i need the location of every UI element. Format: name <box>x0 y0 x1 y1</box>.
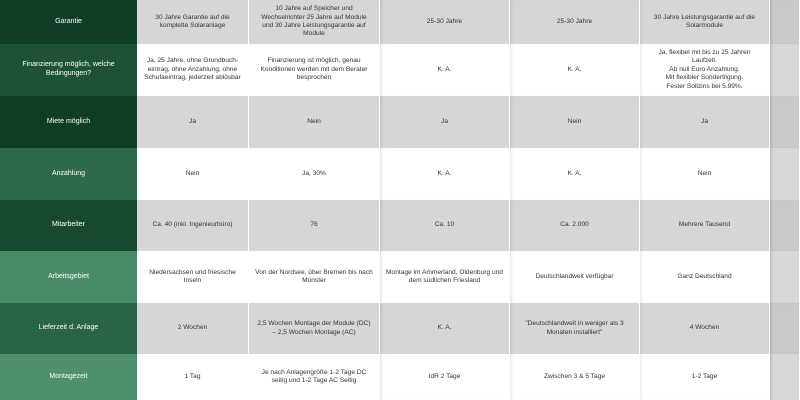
table-cell: Nein <box>640 148 770 200</box>
table-row-montagezeit <box>0 354 800 400</box>
table-row-miete <box>0 96 800 148</box>
table-cell-overflow <box>770 251 800 303</box>
row-label: Miete möglich <box>0 96 137 148</box>
table-cell: 25-30 Jahre <box>510 0 640 44</box>
row-label: Finanzierung möglich, welche Bedingungen? <box>0 44 137 96</box>
table-cell: Je nach Anlagengröße 1-2 Tage DC seitig und 1-2 Tage AC Seitig <box>249 354 380 400</box>
table-cell: Ganz Deutschland <box>640 251 770 303</box>
table-cell: Nein <box>510 96 640 148</box>
table-row-mitarbeiter <box>0 200 800 251</box>
table-cell: Ca. 2.000 <box>510 200 640 251</box>
table-cell: 10 Jahre auf Speicher und Wechselrichter 25 Jahre auf Module und 30 Jahre Leistungsgarantie auf Module <box>249 0 380 44</box>
table-cell-overflow <box>770 0 800 44</box>
table-cell: K. A. <box>380 303 510 354</box>
table-cell-overflow <box>770 44 800 96</box>
table-cell: Niedersachsen und friesische Inseln <box>137 251 249 303</box>
table-cell: Mehrere Tausend <box>640 200 770 251</box>
table-cell: Ja, 25 Jahre, ohne Grundbuch-eintrag, ohne Anzahlung, ohne Schufaeintrag, jederzeit ablösbar <box>137 44 249 96</box>
table-cell: Von der Nordsee, über Bremen bis nach Münster <box>249 251 380 303</box>
table-row-finanzierung <box>0 44 800 96</box>
table-row-arbeitsgebiet <box>0 251 800 303</box>
table-cell: Finanzierung ist möglich, genau Konditionen werden mit dem Berater besprochen <box>249 44 380 96</box>
table-cell: Zwischen 3 & 5 Tage <box>510 354 640 400</box>
table-cell: 2,5 Wochen Montage der Module (DC) – 2,5 Wochen Montage (AC) <box>249 303 380 354</box>
row-label: Garantie <box>0 0 137 44</box>
row-label: Mitarbeiter <box>0 200 137 251</box>
table-cell: Ca. 10 <box>380 200 510 251</box>
table-cell: Ja <box>640 96 770 148</box>
table-cell: 25-30 Jahre <box>380 0 510 44</box>
row-label: Arbeitsgebiet <box>0 251 137 303</box>
table-cell: Nein <box>137 148 249 200</box>
table-cell-overflow <box>770 200 800 251</box>
table-cell: Deutschlandweit verfügbar <box>510 251 640 303</box>
table-row-anzahlung <box>0 148 800 200</box>
row-label: Anzahlung <box>0 148 137 200</box>
table-cell-overflow <box>770 354 800 400</box>
row-label: Montagezeit <box>0 354 137 400</box>
table-cell: Nein <box>249 96 380 148</box>
table-cell: IdR 2 Tage <box>380 354 510 400</box>
table-cell: 1 Tag <box>137 354 249 400</box>
table-cell: 2 Wochen <box>137 303 249 354</box>
table-cell: Ja <box>137 96 249 148</box>
row-label: Lieferzeit d. Anlage <box>0 303 137 354</box>
table-cell: 30 Jahre Leistungsgarantie auf die Solarmodule <box>640 0 770 44</box>
table-cell: Ja, flexibel mit bis zu 25 Jahren Laufzeit. Ab null Euro Anzahlung. Mit flexibler Sondertilgung. Fester Sollzins bei 5.99%. <box>640 44 770 96</box>
table-cell: Montage im Ammerland, Oldenburg und dem südlichen Friesland <box>380 251 510 303</box>
table-cell: K. A. <box>380 148 510 200</box>
table-cell: 1-2 Tage <box>640 354 770 400</box>
table-row-garantie <box>0 0 800 44</box>
table-cell-overflow <box>770 303 800 354</box>
table-cell: K. A. <box>510 148 640 200</box>
table-cell-overflow <box>770 148 800 200</box>
table-cell: K. A. <box>510 44 640 96</box>
table-cell-overflow <box>770 96 800 148</box>
table-row-lieferzeit <box>0 303 800 354</box>
table-cell: K. A. <box>380 44 510 96</box>
table-cell: "Deutschlandweit in weniger als 3 Monaten installiert" <box>510 303 640 354</box>
table-cell: Ca. 40 (inkl. Ingenieurbüro) <box>137 200 249 251</box>
table-cell: Ja, 30% <box>249 148 380 200</box>
table-cell: 76 <box>249 200 380 251</box>
table-cell: 4 Wochen <box>640 303 770 354</box>
table-cell: Ja <box>380 96 510 148</box>
table-cell: 30 Jahre Garantie auf die komplette Solaranlage <box>137 0 249 44</box>
